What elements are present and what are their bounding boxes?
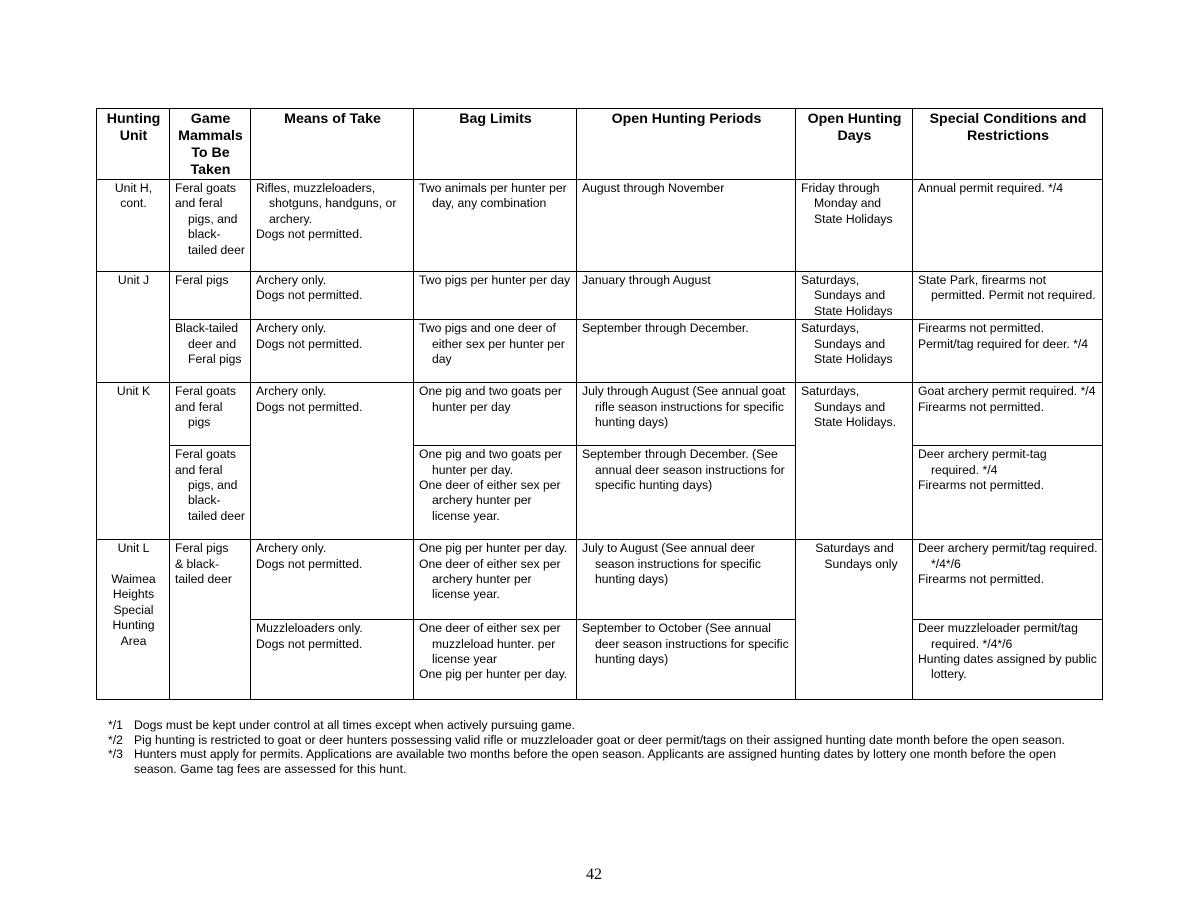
cell-line: September to October (See annual deer season instructions for specific hunting days)	[582, 621, 789, 667]
cell-line: One deer of either sex per archery hunter per license year.	[419, 478, 561, 523]
days-cell	[796, 272, 913, 320]
cell-line: Annual permit required. */4	[918, 181, 1063, 195]
cell-line: & black-	[175, 556, 220, 571]
cell-line: Black-tailed deer and Feral pigs	[175, 321, 242, 367]
cell-line: Firearms not permitted.	[918, 572, 1044, 587]
footnote-text: Pig hunting is restricted to goat or deer hunters possessing valid rifle or muzzleloader goat or deer permit/tags on their assigned hunting date month before the open season.	[134, 732, 1065, 747]
cell-line: Archery only.	[256, 321, 327, 336]
cell-line: One pig per hunter per day.	[419, 667, 568, 682]
game-cell	[170, 272, 251, 320]
cell-line: Archery only.	[256, 541, 327, 556]
table-row	[97, 320, 1103, 383]
table-row	[97, 540, 1103, 620]
special-cell	[913, 383, 1103, 446]
periods-cell	[577, 272, 796, 320]
cell-line: Dogs not permitted.	[256, 227, 363, 242]
header-game-mammals: Game Mammals To Be Taken	[170, 109, 251, 180]
cell-line: Area	[120, 633, 147, 648]
bag-cell	[414, 446, 577, 540]
unit-cell	[97, 540, 170, 700]
footnote	[108, 718, 1088, 733]
cell-line: Firearms not permitted.	[918, 399, 1044, 414]
days-cell	[796, 383, 913, 540]
cell-line: State Park, firearms not permitted. Permit not required.	[918, 273, 1096, 303]
header-hunting-unit: Hunting Unit	[97, 109, 170, 180]
footnote-key: */1	[108, 718, 123, 732]
cell-line: and feral pigs	[175, 399, 223, 430]
footnotes	[108, 718, 1088, 776]
table-row	[97, 272, 1103, 320]
cell-line: July to August (See annual deer season instructions for specific hunting days)	[582, 541, 761, 587]
table-row	[97, 180, 1103, 272]
cell-line: and feral pigs, and black-tailed deer	[175, 462, 245, 523]
footnote-text: Hunters must apply for permits. Applications are available two months before the open season. Applicants are assigned hunting dates by lottery one month before the open season. Game tag fees are assessed for this hunt.	[134, 747, 1057, 776]
footnote	[108, 747, 1088, 776]
means-cell	[251, 272, 414, 320]
cell-line: One deer of either sex per muzzleload hunter. per license year	[419, 621, 561, 667]
cell-line: Dogs not permitted.	[256, 288, 363, 303]
cell-line: Archery only.	[256, 273, 327, 287]
cell-line: Deer archery permit/tag required. */4*/6	[918, 541, 1098, 571]
cell-line: Goat archery permit required. */4	[918, 384, 1096, 399]
cell-line: Heights	[112, 587, 155, 602]
cell-line: Archery only.	[256, 384, 327, 399]
cell-line: Feral pigs	[175, 273, 229, 287]
table-row	[97, 446, 1103, 540]
footnote-key: */2	[108, 732, 123, 747]
cell-line: Hunting	[112, 618, 155, 633]
cell-line: Permit/tag required for deer. */4	[918, 336, 1089, 351]
page-number: 42	[586, 866, 602, 883]
header-special-conditions: Special Conditions and Restrictions	[913, 109, 1103, 180]
bag-cell	[414, 320, 577, 383]
cell-line: Saturdays, Sundays and State Holidays	[801, 321, 893, 367]
cell-line: Two animals per hunter per day, any combination	[419, 181, 567, 211]
game-cell	[170, 383, 251, 446]
unit-cell	[97, 180, 170, 272]
bag-cell	[414, 620, 577, 700]
cell-line: Special	[113, 602, 154, 617]
cell-line: Saturdays, Sundays and State Holidays.	[801, 384, 896, 430]
cell-line: Deer archery permit-tag required. */4	[918, 447, 1047, 477]
cell-line: One deer of either sex per archery hunter per license year.	[419, 556, 561, 602]
cell-line: One pig per hunter per day.	[419, 541, 568, 556]
periods-cell	[577, 383, 796, 446]
cell-line: Two pigs per hunter per day	[419, 273, 571, 287]
means-cell	[251, 620, 414, 700]
header-row	[97, 109, 1103, 180]
table-row	[97, 383, 1103, 446]
means-cell	[251, 180, 414, 272]
unit-cell	[97, 272, 170, 383]
game-cell	[170, 540, 251, 700]
cell-line: Firearms not permitted.	[918, 478, 1044, 493]
bag-cell	[414, 272, 577, 320]
header-open-hunting-periods: Open Hunting Periods	[577, 109, 796, 180]
means-cell	[251, 383, 414, 540]
cell-line: January through August	[582, 273, 711, 287]
special-cell	[913, 272, 1103, 320]
footnote-key: */3	[108, 747, 123, 762]
bag-cell	[414, 383, 577, 446]
periods-cell	[577, 320, 796, 383]
cell-line: Unit H,	[114, 181, 153, 195]
header-means-of-take: Means of Take	[251, 109, 414, 180]
bag-cell	[414, 540, 577, 620]
header-bag-limits: Bag Limits	[414, 109, 577, 180]
cell-line: Feral goats	[175, 447, 236, 462]
game-cell	[170, 180, 251, 272]
cell-line: cont.	[120, 196, 147, 211]
special-cell	[913, 320, 1103, 383]
game-cell	[170, 320, 251, 383]
cell-line: Saturdays and Sundays only	[815, 541, 898, 571]
cell-line: Rifles, muzzleloaders, shotguns, handguns, or archery.	[256, 181, 397, 226]
cell-line: Hunting dates assigned by public lottery.	[918, 652, 1097, 682]
bag-cell	[414, 180, 577, 272]
cell-line: Waimea	[111, 572, 156, 587]
cell-line: Unit K	[116, 384, 151, 399]
cell-line: Dogs not permitted.	[256, 399, 363, 414]
cell-line: Two pigs and one deer of either sex per hunter per day	[419, 321, 565, 367]
cell-line: Feral pigs	[175, 541, 229, 556]
cell-line	[102, 557, 165, 572]
cell-line: and feral pigs, and black-tailed deer	[175, 196, 245, 257]
cell-line: August through November	[582, 181, 725, 195]
cell-line: Deer muzzleloader permit/tag required. */4*/6	[918, 621, 1078, 651]
periods-cell	[577, 620, 796, 700]
cell-line: Feral goats	[175, 384, 236, 399]
cell-line: July through August (See annual goat rifle season instructions for specific hunting days)	[582, 384, 786, 430]
periods-cell	[577, 180, 796, 272]
cell-line: Dogs not permitted.	[256, 556, 363, 571]
special-cell	[913, 540, 1103, 620]
days-cell	[796, 180, 913, 272]
cell-line: Unit J	[117, 273, 150, 287]
means-cell	[251, 320, 414, 383]
cell-line: Unit L	[117, 541, 150, 556]
unit-cell	[97, 383, 170, 540]
cell-line: Muzzleloaders only.	[256, 621, 363, 636]
special-cell	[913, 180, 1103, 272]
game-cell	[170, 446, 251, 540]
cell-line: September through December. (See annual deer season instructions for specific hunting days)	[582, 447, 785, 493]
periods-cell	[577, 540, 796, 620]
cell-line: Feral goats	[175, 181, 236, 195]
cell-line: tailed deer	[175, 572, 232, 587]
special-cell	[913, 620, 1103, 700]
cell-line: September through December.	[582, 321, 749, 336]
special-cell	[913, 446, 1103, 540]
cell-line: Dogs not permitted.	[256, 336, 363, 351]
cell-line: One pig and two goats per hunter per day	[419, 384, 562, 414]
days-cell	[796, 540, 913, 700]
cell-line: Friday through Monday and State Holidays	[801, 181, 893, 226]
footnote	[108, 733, 1088, 748]
footnote-text: Dogs must be kept under control at all times except when actively pursuing game.	[134, 718, 576, 732]
header-open-hunting-days: Open Hunting Days	[796, 109, 913, 180]
cell-line: Firearms not permitted.	[918, 321, 1044, 336]
cell-line: Saturdays, Sundays and State Holidays	[801, 273, 893, 318]
days-cell	[796, 320, 913, 383]
periods-cell	[577, 446, 796, 540]
means-cell	[251, 540, 414, 620]
cell-line: One pig and two goats per hunter per day.	[419, 447, 562, 477]
cell-line: Dogs not permitted.	[256, 636, 363, 651]
hunting-regulations-table	[96, 108, 1103, 700]
